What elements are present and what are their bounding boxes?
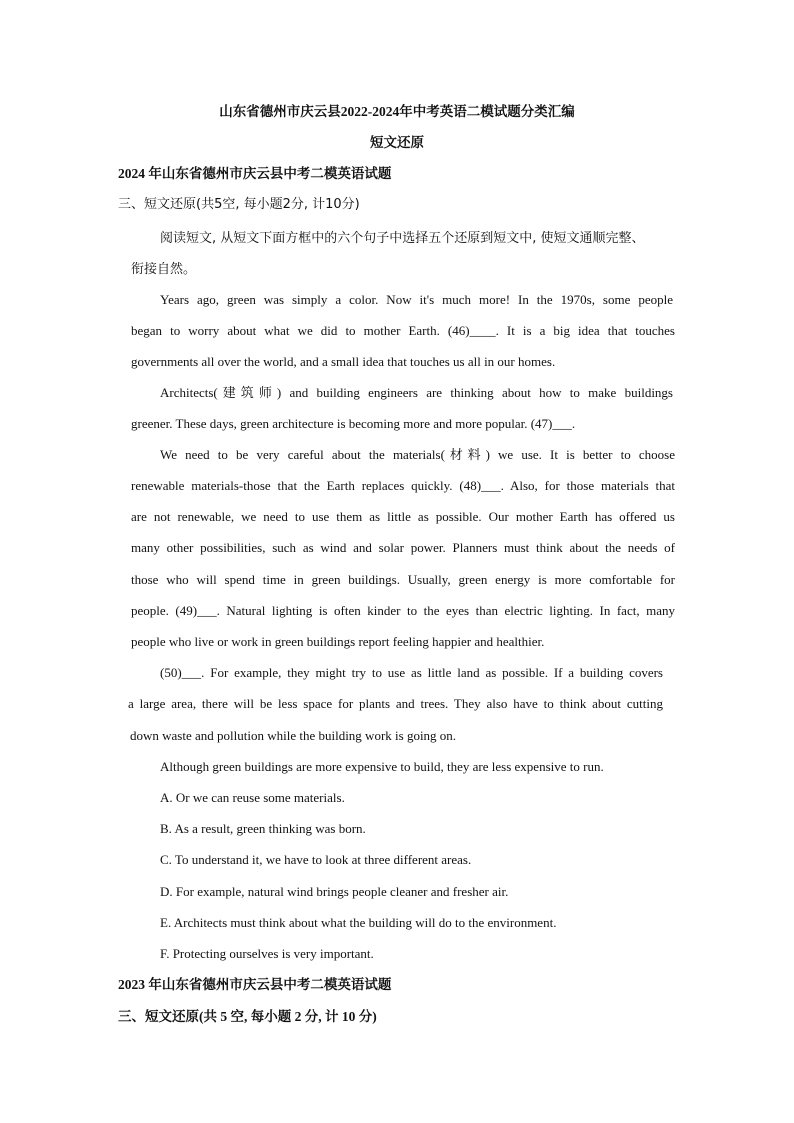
passage-p1-line-1: Years ago, green was simply a color. Now it's much more! In the 1970s, some people [160, 292, 673, 307]
passage-p3-line-6: people. (49)___. Natural lighting is often kinder to the eyes than electric lighting. In fact, many [131, 603, 675, 618]
passage-p1-line-3: governments all over the world, and a small idea that touches us all in our homes. [131, 354, 556, 369]
passage-p3-line-2: renewable materials-those that the Earth replaces quickly. (48)___. Also, for those materials that [131, 478, 675, 493]
part-title-2024: 三、短文还原(共5空, 每小题2分, 计10分) [118, 197, 360, 212]
section-heading-2024: 2024 年山东省德州市庆云县中考二模英语试题 [118, 166, 392, 181]
passage-p4-line-3: down waste and pollution while the building work is going on. [130, 728, 457, 743]
passage-p1-line-2: began to worry about what we did to mother Earth. (46)____. It is a big idea that touches [131, 323, 675, 338]
passage-p2-line-2: greener. These days, green architecture is becoming more and more popular. (47)___. [131, 416, 576, 431]
document-subtitle: 短文还原 [370, 135, 424, 150]
section-heading-2023: 2023 年山东省德州市庆云县中考二模英语试题 [118, 977, 392, 992]
passage-p4-line-2: a large area, there will be less space for plants and trees. They also have to think about cutting [128, 696, 663, 711]
option-a: A. Or we can reuse some materials. [160, 790, 345, 805]
instruction-line-2: 衔接自然。 [131, 262, 197, 277]
passage-p5-line-1: Although green buildings are more expensive to build, they are less expensive to run. [160, 759, 604, 774]
passage-p2-line-1: Architects(建筑师) and building engineers are thinking about how to make buildings [160, 385, 673, 400]
passage-p3-line-1: We need to be very careful about the materials(材料) we use. It is better to choose [160, 447, 675, 462]
passage-p4-line-1: (50)___. For example, they might try to use as little land as possible. If a building covers [160, 665, 663, 680]
option-b: B. As a result, green thinking was born. [160, 821, 366, 836]
passage-p3-line-5: those who will spend time in green buildings. Usually, green energy is more comfortable for [131, 572, 675, 587]
passage-p3-line-4: many other possibilities, such as wind and solar power. Planners must think about the needs of [131, 540, 675, 555]
instruction-line-1: 阅读短文, 从短文下面方框中的六个句子中选择五个还原到短文中, 使短文通顺完整、 [160, 231, 645, 246]
part-title-2023: 三、短文还原(共 5 空, 每小题 2 分, 计 10 分) [118, 1009, 377, 1024]
passage-p3-line-7: people who live or work in green buildings report feeling happier and healthier. [131, 634, 545, 649]
option-c: C. To understand it, we have to look at three different areas. [160, 852, 472, 867]
option-f: F. Protecting ourselves is very important. [160, 946, 374, 961]
option-e: E. Architects must think about what the building will do to the environment. [160, 915, 557, 930]
passage-p3-line-3: are not renewable, we need to use them as little as possible. Our mother Earth has offered us [131, 509, 675, 524]
option-d: D. For example, natural wind brings people cleaner and fresher air. [160, 884, 509, 899]
document-title: 山东省德州市庆云县2022-2024年中考英语二模试题分类汇编 [219, 104, 575, 119]
